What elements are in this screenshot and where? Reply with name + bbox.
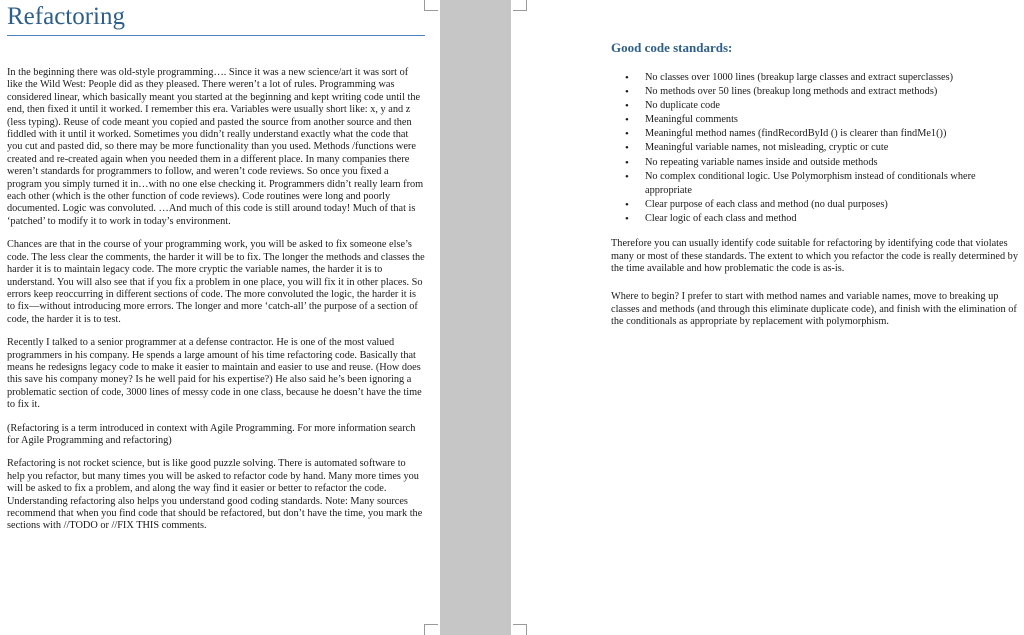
paragraph-agile-note[interactable]: (Refactoring is a term introduced in context with Agile Programming. For more information search for Agile Programming and refactoring) (7, 422, 416, 446)
paragraph-senior-programmer[interactable]: Recently I talked to a senior programmer at a defense contractor. He is one of the most valued programmers in his company. He spends a large amount of his time refactoring code. Basically that means he redesigns legacy code to make it easier to maintain and easier to use and reuse. (How does this save his company money? Is he well paid for his expertise?) He also said he’s been ignoring a problematic section of code, 3000 lines of messy code in one class, because he doesn’t have the time to fix it. (7, 337, 422, 411)
page-corner-mark (513, 624, 527, 635)
list-item[interactable]: • Meaningful comments (611, 113, 1021, 127)
document-page-right[interactable] (511, 0, 1024, 635)
list-item[interactable]: • No methods over 50 lines (breakup long methods and extract methods) (611, 85, 1021, 99)
paragraph-puzzle-solving[interactable]: Refactoring is not rocket science, but is like good puzzle solving. There is automated software to help you refactor, but many times you will be asked to refactor code by hand. Many more times you will be asked to fix a problem, and along the way find it easier or better to refactor the code. Understanding refactoring also helps you understand good coding standards. Note: Many sources recommend that when you find code that should be refactored, but don’t have the time, you mark the sections with //TODO or //FIX THIS comments. (7, 458, 423, 532)
page-corner-mark (424, 624, 438, 635)
page-corner-mark (513, 0, 527, 11)
list-item[interactable]: • No complex conditional logic. Use Polymorphism instead of conditionals where appropriate (611, 170, 1021, 198)
left-body-text[interactable] (7, 67, 425, 533)
paragraph-where-to-begin[interactable]: Where to begin? I prefer to start with method names and variable names, move to breaking up classes and methods (and through this eliminate duplicate code), and finish with the elimination of the conditionals as appropriate by replacement with polymorphism. (611, 291, 1017, 328)
list-item[interactable]: • Clear purpose of each class and method (no dual purposes) (611, 198, 1021, 212)
page-corner-mark (424, 0, 438, 11)
list-item[interactable]: • Clear logic of each class and method (611, 212, 1021, 226)
list-item[interactable]: • No duplicate code (611, 99, 1021, 113)
list-item[interactable]: • Meaningful variable names, not misleading, cryptic or cute (611, 141, 1021, 155)
paragraph-identify-code[interactable]: Therefore you can usually identify code suitable for refactoring by identifying code that violates many or most of these standards. The extent to which you refactor the code is really determined by the time available and how problematic the code is as-is. (611, 238, 1018, 275)
list-item[interactable]: • Meaningful method names (findRecordById () is clearer than findMe1()) (611, 127, 1021, 141)
paragraph-history[interactable]: In the beginning there was old-style programming…. Since it was a new science/art it was sort of like the Wild West: People did as they pleased. There weren’t a lot of rules. Programming was considered linear, which basically meant you started at the beginning and kept writing code until the end, then fixed it until it worked. I remember this era. Variables were usually short like: x, y and z (less typing). Reuse of code meant you copied and pasted the source from another source and then fiddled with it until it worked. Sometimes you didn’t really understand exactly what the code that you cut and pasted did, so there may be more functionality than you used. Methods /functions were created and re-created again when you needed them in a different place. In many companies there weren’t standards for programmers to follow, and weren’t code reviews. So once you fixed a program you simply turned it in…with no one else checking it. Programmers didn’t really learn from each other (which is the other function of code reviews). Code routines were long and poorly documented. Logic was convoluted. …And much of this code is still around today! Much of that is ‘patched’ to modify it to work in today’s environment. (7, 67, 424, 227)
list-item[interactable]: • No repeating variable names inside and outside methods (611, 156, 1021, 170)
document-page-left[interactable] (0, 0, 440, 635)
standards-list (611, 71, 1021, 226)
list-item[interactable]: • No classes over 1000 lines (breakup large classes and extract superclasses) (611, 71, 1021, 85)
standards-heading: Good code standards: (611, 40, 733, 55)
paragraph-fixing-code[interactable]: Chances are that in the course of your programming work, you will be asked to fix someone else’s code. The less clear the comments, the harder it will be to fix. The longer the methods and classes the harder it is to maintain legacy code. The more cryptic the variable names, the harder it is to understand. You will also see that if you fix a problem in one place, you will fix it in other places. So errors keep reoccurring in different sections of code. The more convoluted the logic, the harder it is to fix—without introducing more errors. The longer and more ‘catch-all’ the purpose of a section of code, the harder it is to test. (7, 239, 425, 325)
document-title: Refactoring (7, 2, 425, 36)
